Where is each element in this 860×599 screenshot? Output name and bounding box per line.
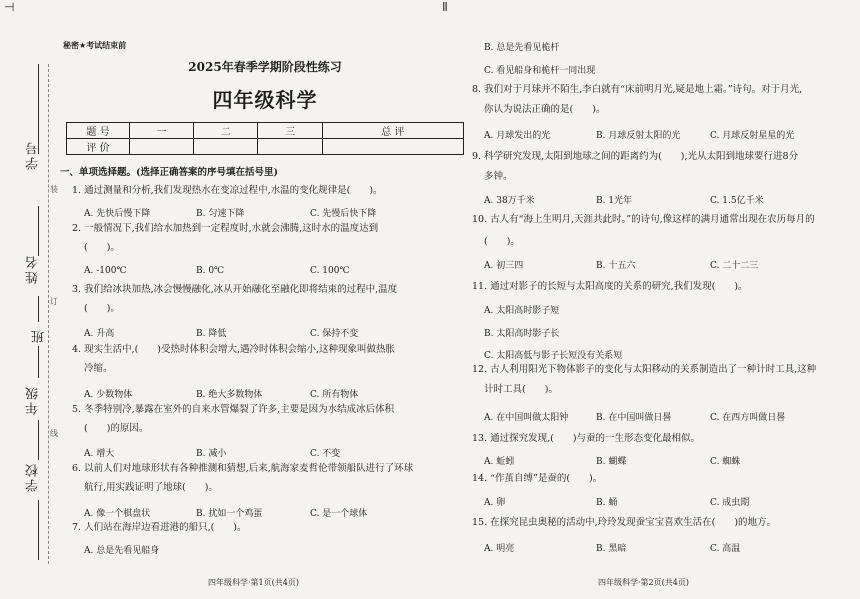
question-text: ( )的原因。 [84, 423, 149, 434]
answer-option: B. 减小 [196, 449, 227, 459]
question-text: 航行,用实践证明了地球( )。 [84, 482, 218, 493]
page-footer-left: 四年级科学·第1页(共4页) [208, 578, 299, 587]
question-text: 3. 我们给冰块加热,冰会慢慢融化,冰从开始融化至融化即将结束的过程中,温度 [72, 284, 398, 295]
binding-underline [38, 420, 39, 460]
answer-option: C. 成虫期 [710, 498, 750, 508]
question-text: 9. 科学研究发现,太阳到地球之间的距离约为( ),光从太阳到地球要行进8分 [472, 151, 799, 162]
answer-option: B. 月球反射太阳的光 [596, 131, 681, 141]
section-heading: 一、单项选择题。(选择正确答案的序号填在括号里) [60, 167, 278, 178]
answer-option: C. 太阳高低与影子长短没有关系短 [484, 351, 623, 361]
binding-dashed-line [48, 64, 49, 564]
answer-option: C. 不变 [310, 449, 341, 459]
answer-option: A. 明亮 [484, 544, 515, 554]
answer-option: C. 所有物体 [310, 390, 359, 400]
question-text: 你认为说法正确的是( )。 [484, 104, 606, 115]
answer-option: B. 十五六 [596, 261, 636, 271]
answer-option: B. 黑暗 [596, 544, 627, 554]
answer-option: C. 二十二三 [710, 261, 759, 271]
question-text: 8. 我们对于月球并不陌生,李白就有“床前明月光,疑是地上霜。”诗句。对于月光, [472, 84, 803, 95]
answer-option: A. 初三四 [484, 261, 524, 271]
question-text: 5. 冬季特别冷,暴露在室外的自来水管爆裂了许多,主要是因为水结成冰后体积 [72, 404, 395, 415]
answer-option: B. 总是先看见桅杆 [484, 43, 560, 53]
question-text: 12. 古人利用阳光下物体影子的变化与太阳移动的关系制造出了一种计时工具,这种 [472, 364, 817, 375]
answer-option: A. 蚯蚓 [484, 457, 515, 467]
question-text: 多钟。 [484, 171, 513, 182]
crop-mark-center: Ⅱ [442, 0, 448, 14]
answer-option: A. -100℃ [84, 266, 127, 276]
binding-underline [38, 296, 39, 322]
answer-option: A. 像一个棋盘状 [84, 509, 151, 519]
score-cell: 一 [130, 123, 194, 139]
binding-underline [38, 346, 39, 378]
answer-option: A. 先快后慢下降 [84, 209, 151, 219]
answer-option: B. 太阳高时影子长 [484, 329, 560, 339]
binding-underline [38, 500, 39, 560]
answer-option: C. 是一个球体 [310, 509, 368, 519]
score-cell[interactable] [258, 139, 322, 155]
answer-option: B. 降低 [196, 329, 227, 339]
binding-label: 学号 [26, 140, 41, 170]
score-cell[interactable] [194, 139, 258, 155]
score-table-header-row [67, 123, 464, 139]
binding-char: 订 [50, 297, 58, 306]
answer-option: C. 先慢后快下降 [310, 209, 377, 219]
score-table [66, 122, 464, 155]
answer-option: C. 蜘蛛 [710, 457, 741, 467]
answer-option: C. 在西方叫做日晷 [710, 413, 786, 423]
answer-option: C. 看见船身和桅杆一同出现 [484, 66, 596, 76]
binding-underline [38, 64, 39, 154]
score-table-eval-row [67, 139, 464, 155]
question-text: 7. 人们站在海岸边看进港的船只,( )。 [72, 522, 247, 533]
answer-option: A. 卵 [484, 498, 506, 508]
score-cell: 三 [258, 123, 322, 139]
crop-mark-left: ⊣ [4, 0, 15, 14]
binding-label: 班 [32, 328, 47, 343]
answer-option: C. 1.5亿千米 [710, 196, 764, 206]
answer-option: B. 0℃ [196, 266, 225, 276]
question-text: 计时工具( )。 [484, 384, 558, 395]
answer-option: A. 总是先看见船身 [84, 546, 160, 556]
answer-option: C. 保持不变 [310, 329, 359, 339]
question-text: ( )。 [84, 242, 120, 253]
answer-option: B. 扰如一个鸡蛋 [196, 509, 263, 519]
question-text: 2. 一般情况下,我们给水加热到一定程度时,水就会沸腾,这时水的温度达到 [72, 223, 379, 234]
question-text: 14. “作茧自缚”是蚕的( )。 [472, 473, 603, 484]
question-text: 1. 通过测量和分析,我们发现热水在变凉过程中,水温的变化规律是( )。 [72, 185, 383, 196]
answer-option: A. 太阳高时影子短 [484, 306, 560, 316]
answer-option: B. 蛹 [596, 498, 618, 508]
binding-label: 年级 [26, 385, 41, 415]
secret-label: 秘密★考试结束前 [63, 41, 127, 50]
answer-option: A. 月球发出的光 [484, 131, 551, 141]
answer-option: A. 38万千米 [484, 196, 535, 206]
question-text: ( )。 [84, 303, 120, 314]
question-text: 10. 古人有“海上生明月,天涯共此时。”的诗句,像这样的满月通常出现在农历每月的 [472, 214, 815, 225]
answer-option: C. 月球反射星星的光 [710, 131, 795, 141]
answer-option: B. 1光年 [596, 196, 633, 206]
answer-option: B. 蝴蝶 [596, 457, 627, 467]
score-cell[interactable] [130, 139, 194, 155]
exam-subtitle: 2025年春季学期阶段性练习 [188, 60, 342, 74]
score-cell[interactable] [322, 139, 463, 155]
question-text: 冷缩。 [84, 363, 113, 374]
answer-option: A. 少数物体 [84, 390, 133, 400]
question-text: ( )。 [484, 236, 520, 247]
binding-underline [38, 206, 39, 256]
answer-option: C. 高温 [710, 544, 741, 554]
answer-option: A. 增大 [84, 449, 115, 459]
answer-option: A. 在中国叫做太阳钟 [484, 413, 569, 423]
binding-char: 装 [50, 185, 58, 194]
answer-option: B. 匀速下降 [196, 209, 245, 219]
page-footer-right: 四年级科学·第2页(共4页) [598, 578, 689, 587]
exam-title: 四年级科学 [212, 88, 318, 112]
binding-char: 线 [50, 429, 58, 438]
answer-option: C. 100℃ [310, 266, 350, 276]
question-text: 4. 现实生活中,( )受热时体积会增大,遇冷时体积会缩小,这种现象叫做热胀 [72, 344, 396, 355]
score-cell: 总 评 [322, 123, 463, 139]
answer-option: A. 升高 [84, 329, 115, 339]
question-text: 15. 在探究昆虫奥秘的活动中,玲玲发现蚕宝宝喜欢生活在( )的地方。 [472, 517, 777, 528]
question-text: 11. 通过对影子的长短与太阳高度的关系的研究,我们发现( )。 [472, 281, 748, 292]
score-cell: 二 [194, 123, 258, 139]
question-text: 6. 以前人们对地球形状有各种推测和猜想,后来,航海家麦哲伦带领船队进行了环球 [72, 463, 414, 474]
answer-option: B. 在中国叫做日晷 [596, 413, 672, 423]
score-cell: 评 价 [67, 139, 130, 155]
binding-label: 学校 [26, 462, 41, 492]
question-text: 13. 通过探究发现,( )与蚕的一生形态变化最相似。 [472, 433, 701, 444]
binding-label: 姓名 [26, 254, 41, 284]
answer-option: B. 绝大多数物体 [196, 390, 263, 400]
score-cell: 题 号 [67, 123, 130, 139]
